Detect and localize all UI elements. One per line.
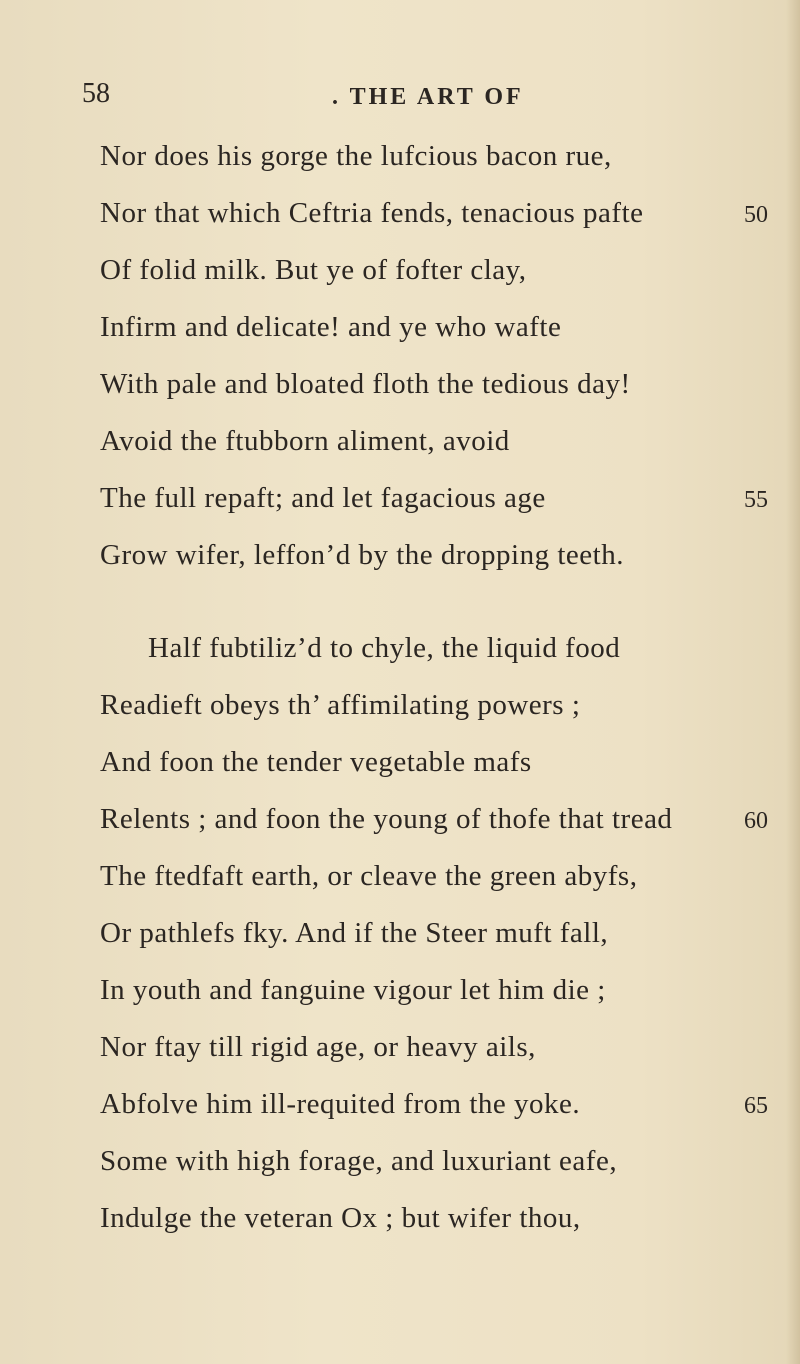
poem-line: In youth and fanguine vigour let him die ; <box>100 974 606 1006</box>
poem-line: Nor ftay till rigid age, or heavy ails, <box>100 1031 536 1063</box>
poem-line: Nor that which Ceftria fends, tenacious pafte <box>100 197 644 229</box>
poem-line: Nor does his gorge the lufcious bacon rue, <box>100 140 612 172</box>
poem-line: The ftedfaft earth, or cleave the green abyfs, <box>100 860 638 892</box>
poem-line: Infirm and delicate! and ye who wafte <box>100 311 562 343</box>
poem-line: Indulge the veteran Ox ; but wifer thou, <box>100 1202 581 1234</box>
page-edge <box>786 0 800 1364</box>
poem-line: Grow wifer, leffon’d by the dropping teeth. <box>100 539 624 571</box>
page-header <box>82 78 722 118</box>
poem-line: Abfolve him ill-requited from the yoke. <box>100 1088 581 1120</box>
line-number: 60 <box>744 808 768 834</box>
running-title: . THE ART OF <box>332 84 524 110</box>
poem-line: Avoid the ftubborn aliment, avoid <box>100 425 510 457</box>
poem-line: Or pathlefs fky. And if the Steer muft fall, <box>100 917 609 949</box>
poem-line: Half fubtiliz’d to chyle, the liquid food <box>148 632 621 664</box>
page-number: 58 <box>82 78 110 109</box>
poem-line: The full repaft; and let fagacious age <box>100 482 546 514</box>
line-number: 55 <box>744 487 768 513</box>
poem-line: Of folid milk. But ye of fofter clay, <box>100 254 527 286</box>
line-number: 50 <box>744 202 768 228</box>
poem-line: And foon the tender vegetable mafs <box>100 746 532 778</box>
poem-line: Relents ; and foon the young of thofe that tread <box>100 803 673 835</box>
poem-line: Readieft obeys th’ affimilating powers ; <box>100 689 581 721</box>
poem-line: Some with high forage, and luxuriant eafe, <box>100 1145 618 1177</box>
line-number: 65 <box>744 1093 768 1119</box>
poem-line: With pale and bloated floth the tedious day! <box>100 368 631 400</box>
